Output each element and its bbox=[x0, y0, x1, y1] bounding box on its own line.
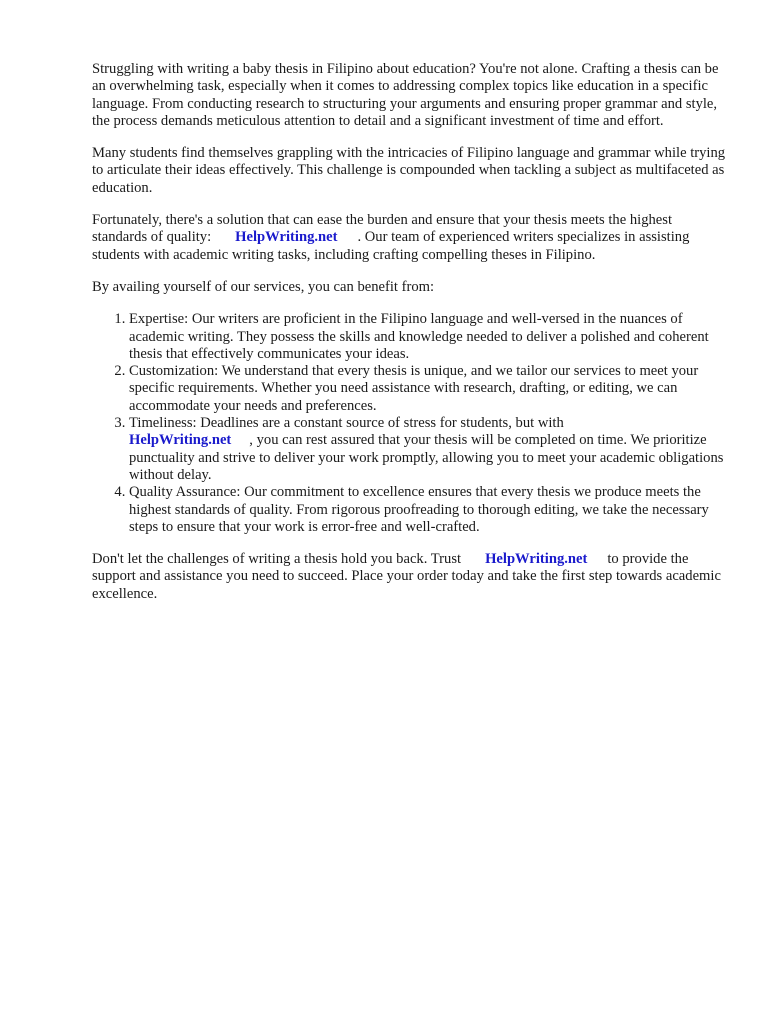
timeliness-text-before: Timeliness: Deadlines are a constant source of stress for students, but with bbox=[129, 415, 564, 432]
document-page bbox=[92, 61, 728, 618]
intro-paragraph bbox=[92, 61, 728, 130]
quality-text: Quality Assurance: Our commitment to excellence ensures that every thesis we produce meets the highest standards of quality. From rigorous proofreading to thorough editing, we take the necessary steps to ensure that your work is error-free and well-crafted. bbox=[129, 484, 709, 535]
closing-paragraph bbox=[92, 551, 728, 603]
list-item-customization bbox=[129, 363, 728, 415]
solution-text-after: . Our team of experienced writers specializes in assisting students with academic writing tasks, including crafting compelling theses in Filipino. bbox=[92, 229, 690, 263]
customization-text: Customization: We understand that every thesis is unique, and we tailor our services to meet your specific requirements. Whether you need assistance with research, drafting, or editing, we can accommodate your needs and preferences. bbox=[129, 363, 699, 414]
solution-paragraph bbox=[92, 212, 728, 264]
helpwriting-link[interactable]: HelpWriting.net bbox=[129, 432, 232, 449]
list-item-expertise bbox=[129, 311, 728, 363]
helpwriting-link[interactable]: HelpWriting.net bbox=[235, 229, 338, 246]
solution-text-before: Fortunately, there's a solution that can ease the burden and ensure that your thesis meets the highest standards of quality: bbox=[92, 212, 673, 246]
benefits-intro-paragraph bbox=[92, 279, 728, 296]
benefits-intro-text: By availing yourself of our services, you can benefit from: bbox=[92, 278, 435, 295]
list-item-timeliness bbox=[129, 415, 728, 484]
list-item-quality bbox=[129, 484, 728, 536]
closing-text-before: Don't let the challenges of writing a thesis hold you back. Trust bbox=[92, 551, 462, 568]
helpwriting-link[interactable]: HelpWriting.net bbox=[485, 551, 588, 568]
challenge-text: Many students find themselves grappling with the intricacies of Filipino language and grammar while trying to articulate their ideas effectively. This challenge is compounded when tackling a subject as multifaceted as education. bbox=[92, 145, 726, 196]
benefits-list bbox=[92, 311, 728, 536]
intro-text: Struggling with writing a baby thesis in Filipino about education? You're not alone. Crafting a thesis can be an overwhelming task, especially when it comes to addressing complex topics like education in a specific language. From conducting research to structuring your arguments and ensuring proper grammar and style, the process demands meticulous attention to detail and a significant investment of time and effort. bbox=[92, 61, 719, 129]
timeliness-text-after: , you can rest assured that your thesis will be completed on time. We prioritize punctuality and strive to deliver your work promptly, allowing you to meet your academic obligations without delay. bbox=[129, 432, 724, 483]
expertise-text: Expertise: Our writers are proficient in the Filipino language and well-versed in the nuances of academic writing. They possess the skills and knowledge needed to deliver a polished and coherent thesis that effectively communicates your ideas. bbox=[129, 311, 709, 362]
closing-text-after: to provide the support and assistance you need to succeed. Place your order today and take the first step towards academic excellence. bbox=[92, 551, 721, 602]
challenge-paragraph bbox=[92, 145, 728, 197]
